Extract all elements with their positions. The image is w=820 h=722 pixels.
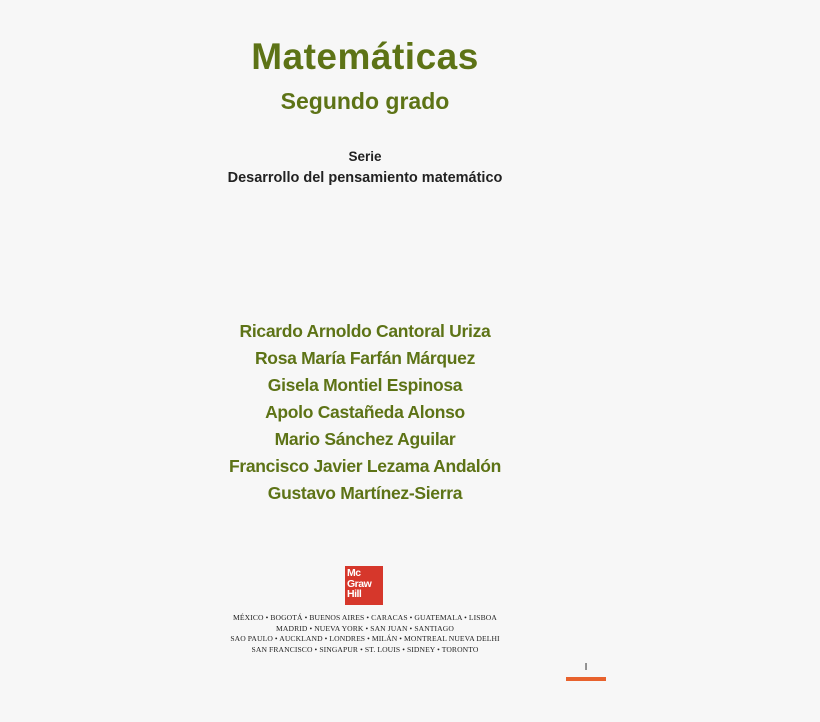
cities-line: MADRID • NUEVA YORK • SAN JUAN • SANTIAGO <box>276 623 454 633</box>
page-number-rule <box>566 677 606 681</box>
logo-line: Mc <box>347 567 361 579</box>
logo-line: Graw <box>347 577 372 590</box>
publisher-cities <box>0 613 730 655</box>
author-name: Rosa María Farfán Márquez <box>254 348 476 368</box>
page-number: I <box>584 662 588 673</box>
cities-line: SAO PAULO • AUCKLAND • LONDRES • MILÁN • MONTREAL NUEVA DELHI <box>230 634 500 643</box>
cities-line: MÉXICO • BOGOTÁ • BUENOS AIRES • CARACAS • GUATEMALA • LISBOA <box>233 613 497 622</box>
author-name: Ricardo Arnoldo Cantoral Uriza <box>239 321 491 341</box>
logo-line: Hill <box>347 588 362 600</box>
series-label: Serie <box>348 149 382 164</box>
author-name: Apolo Castañeda Alonso <box>265 402 465 422</box>
author-name: Gisela Montiel Espinosa <box>267 375 463 395</box>
book-subtitle: Segundo grado <box>280 88 450 114</box>
publisher-logo <box>345 566 383 605</box>
author-list <box>0 318 730 507</box>
book-title: Matemáticas <box>251 36 479 77</box>
cities-line: SAN FRANCISCO • SINGAPUR • ST. LOUIS • SIDNEY • TORONTO <box>251 644 479 654</box>
author-name: Francisco Javier Lezama Andalón <box>228 456 502 476</box>
series-name: Desarrollo del pensamiento matemático <box>227 170 503 186</box>
author-name: Mario Sánchez Aguilar <box>274 429 456 449</box>
author-name: Gustavo Martínez-Sierra <box>267 483 463 503</box>
